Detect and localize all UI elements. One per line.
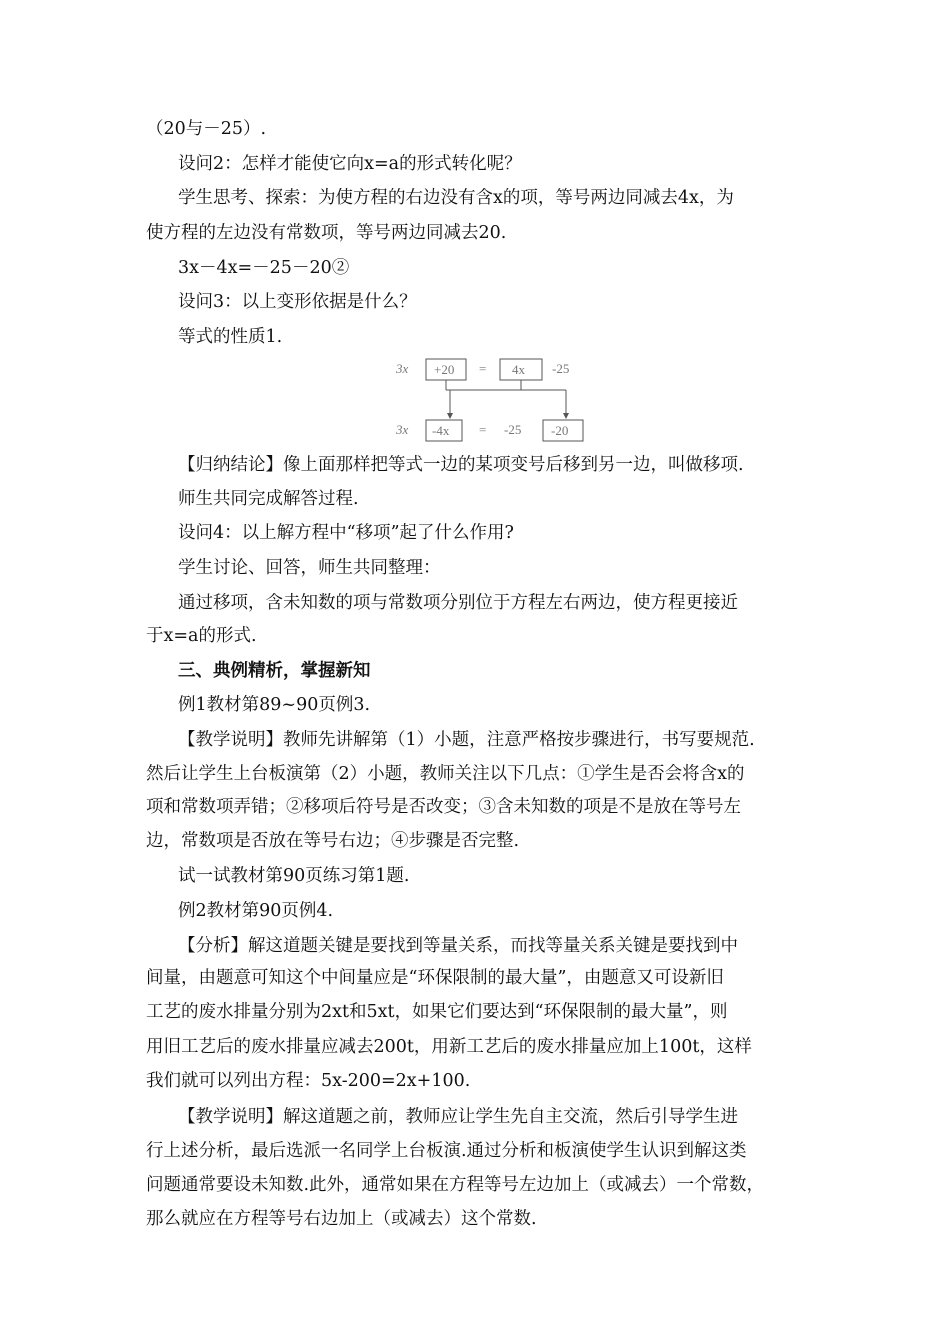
text-line: 我们就可以列出方程：5x-200=2x+100.	[146, 1071, 471, 1091]
text-line: 学生思考、探索：为使方程的右边没有含x的项，等号两边同减去4x，为	[178, 188, 734, 208]
arrow-head-icon	[563, 413, 569, 419]
text-line: 例2教材第90页例4.	[178, 901, 334, 921]
row1-lhs-var: 3x	[396, 361, 409, 376]
section-heading: 三、典例精析，掌握新知	[178, 661, 371, 681]
text-line: 设问2：怎样才能使它向x=a的形式转化呢？	[178, 154, 522, 174]
text-line: 问题通常要设未知数.此外，通常如果在方程等号左边加上（或减去）一个常数，	[146, 1175, 765, 1195]
text-line: 边，常数项是否放在等号右边；④步骤是否完整.	[146, 831, 520, 851]
text-line: 设问4：以上解方程中“移项”起了什么作用?	[178, 523, 514, 543]
text-line: 例1教材第89~90页例3.	[178, 695, 371, 715]
text-line: 那么就应在方程等号右边加上（或减去）这个常数.	[146, 1209, 537, 1229]
text-line: 学生讨论、回答，师生共同整理：	[178, 558, 441, 578]
text-line: 【分析】解这道题关键是要找到等量关系，而找等量关系关键是要找到中	[178, 936, 738, 956]
row2-lhs-box-text: -4x	[432, 423, 450, 438]
text-line: 行上述分析，最后选派一名同学上台板演.通过分析和板演使学生认识到解这类	[146, 1141, 747, 1161]
row2-rhs-box-text: -20	[551, 423, 569, 438]
arrow-head-icon	[447, 413, 453, 419]
text-line: 试一试教材第90页练习第1题.	[178, 866, 410, 886]
text-line: 然后让学生上台板演第（2）小题，教师关注以下几点：①学生是否会将含x的	[146, 764, 745, 784]
text-line: 设问3：以上变形依据是什么？	[178, 292, 417, 312]
row1-rhs-box-text: 4x	[512, 362, 525, 377]
transposition-diagram	[380, 350, 600, 445]
row2-rhs-const: -25	[504, 422, 522, 437]
text-line: 等式的性质1.	[178, 327, 283, 347]
text-line: 用旧工艺后的废水排量应减去200t，用新工艺后的废水排量应加上100t，这样	[146, 1037, 752, 1057]
text-line: 项和常数项弄错；②移项后符号是否改变；③含未知数的项是不是放在等号左	[146, 797, 741, 817]
text-line: 师生共同完成解答过程.	[178, 489, 359, 509]
text-line: 使方程的左边没有常数项，等号两边同减去20.	[146, 223, 507, 243]
row1-equals: =	[479, 361, 487, 376]
text-line: 工艺的废水排量分别为2xt和5xt，如果它们要达到“环保限制的最大量”，则	[146, 1002, 728, 1022]
text-line: 【教学说明】教师先讲解第（1）小题，注意严格按步骤进行，书写要规范.	[178, 730, 755, 750]
row1-lhs-box-text: +20	[434, 362, 455, 377]
text-line: 通过移项，含未知数的项与常数项分别位于方程左右两边，使方程更接近	[178, 593, 738, 613]
equation-line: 3x－4x=－25－20②	[178, 258, 350, 278]
text-line: 【归纳结论】像上面那样把等式一边的某项变号后移到另一边，叫做移项.	[178, 455, 744, 475]
text-line: 间量，由题意可知这个中间量应是“环保限制的最大量”，由题意又可设新旧	[146, 968, 724, 988]
text-line: 【教学说明】解这道题之前，教师应让学生先自主交流，然后引导学生进	[178, 1107, 738, 1127]
row2-lhs-var: 3x	[396, 422, 409, 437]
text-line: （20与－25）.	[146, 119, 267, 139]
text-line: 于x=a的形式.	[146, 626, 257, 646]
row2-equals: =	[479, 422, 487, 437]
row1-rhs-const: -25	[552, 361, 570, 376]
